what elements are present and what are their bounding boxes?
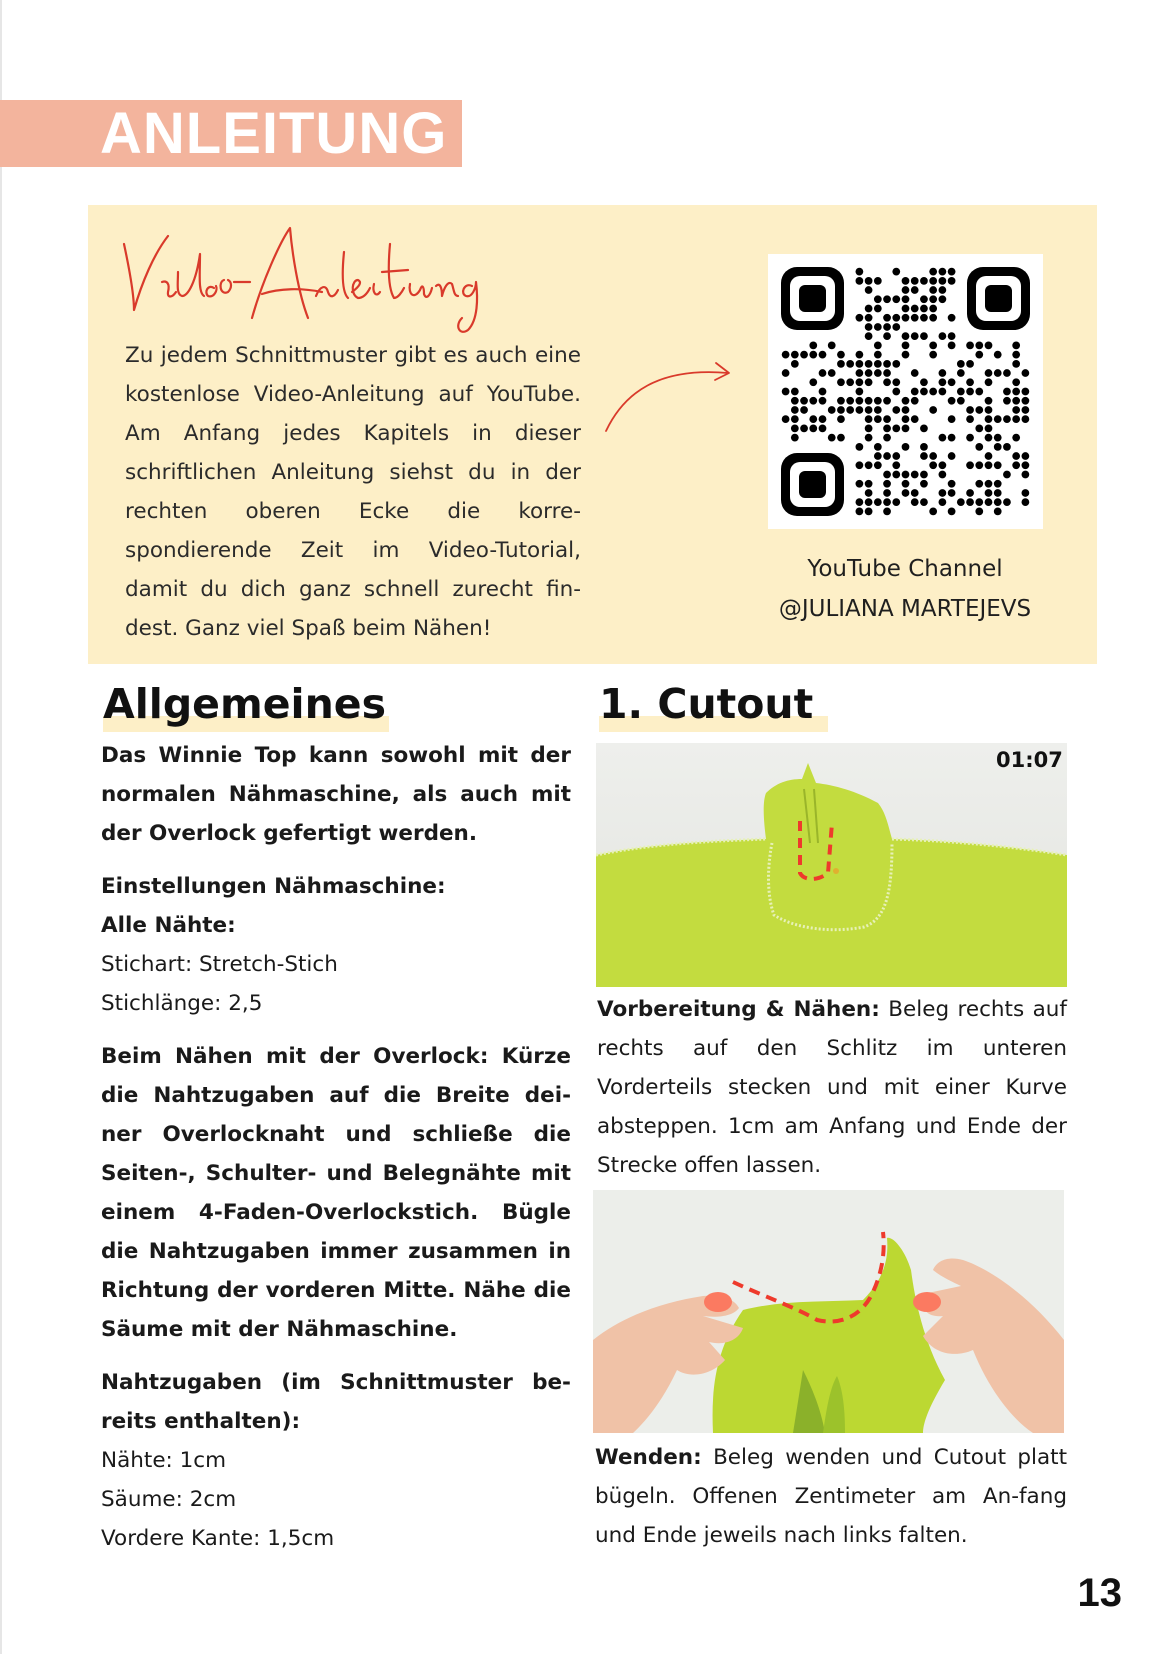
- cutout-sewing-photo: [596, 743, 1067, 987]
- allgemeines-intro: Das Winnie Top kann sowohl mit der normalen Nähmaschine, als auch mit der Overlock gefertigt werden.: [101, 743, 571, 846]
- overlock-instructions: Beim Nähen mit der Overlock: Kürze die Nahtzugaben auf die Breite dei-ner Overlocknaht und schließe die Seiten-, Schulter- und Belegnähte mit einem 4-Faden-Overlockstich. Bügle die Nahtzugaben immer zusammen in Richtung der vorderen Mitte. Nähe die Säume mit der Nähmaschine.: [101, 1044, 571, 1342]
- qr-code[interactable]: [768, 254, 1043, 529]
- video-timecode: 01:07: [996, 748, 1063, 772]
- step2-label: Wenden:: [595, 1445, 702, 1470]
- all-seams-heading: Alle Nähte:: [101, 913, 236, 938]
- arrow-icon: [600, 345, 735, 435]
- cutout-heading: [599, 680, 829, 730]
- cutout-turning-photo: [593, 1190, 1064, 1433]
- step1-label: Vorbereitung & Nähen:: [597, 997, 880, 1022]
- cutout-title: 1. Cutout: [599, 680, 814, 728]
- stitch-length: Stichlänge: 2,5: [101, 991, 263, 1016]
- allowance-seams: Nähte: 1cm: [101, 1448, 227, 1473]
- allowances-heading: Nahtzugaben (im Schnittmuster be-reits enthalten):: [101, 1370, 571, 1434]
- youtube-channel-handle: @JULIANA MARTEJEVS: [778, 596, 1032, 622]
- video-description: Zu jedem Schnittmuster gibt es auch eine kostenlose Video-Anleitung auf YouTube. Am Anfang jedes Kapitels in dieser schriftlichen Anleitung siehst du in der rechten oberen Ecke die korre-spondierende Zeit im Video-Tutorial, damit du dich ganz schnell zurecht fin-dest. Ganz viel Spaß beim Nähen!: [125, 343, 581, 641]
- step-preparation: [597, 990, 1067, 1185]
- step1-text: Beleg rechts auf rechts auf den Schlitz im unteren Vorderteils stecken und mit einer Kurve absteppen. 1cm am Anfang und Ende der Strecke offen lassen.: [597, 997, 1067, 1178]
- page-title: ANLEITUNG: [100, 101, 448, 166]
- stitch-type: Stichart: Stretch-Stich: [101, 952, 338, 977]
- qr-code-icon: [781, 267, 1030, 516]
- video-anleitung-script-heading: [112, 222, 532, 342]
- machine-settings-heading: Einstellungen Nähmaschine:: [101, 874, 446, 899]
- page-edge: [0, 0, 2, 1654]
- youtube-channel-label: YouTube Channel: [807, 556, 1003, 582]
- allowance-front-edge: Vordere Kante: 1,5cm: [101, 1526, 335, 1551]
- step-turning: [595, 1438, 1067, 1555]
- allgemeines-heading: [103, 680, 393, 730]
- step2-text: Beleg wenden und Cutout platt bügeln. Offenen Zentimeter am An-fang und Ende jeweils nach links falten.: [595, 1445, 1067, 1548]
- page-number: 13: [1077, 1571, 1122, 1615]
- allgemeines-column: [101, 736, 571, 1558]
- allgemeines-title: Allgemeines: [103, 680, 386, 728]
- allowance-hems: Säume: 2cm: [101, 1487, 237, 1512]
